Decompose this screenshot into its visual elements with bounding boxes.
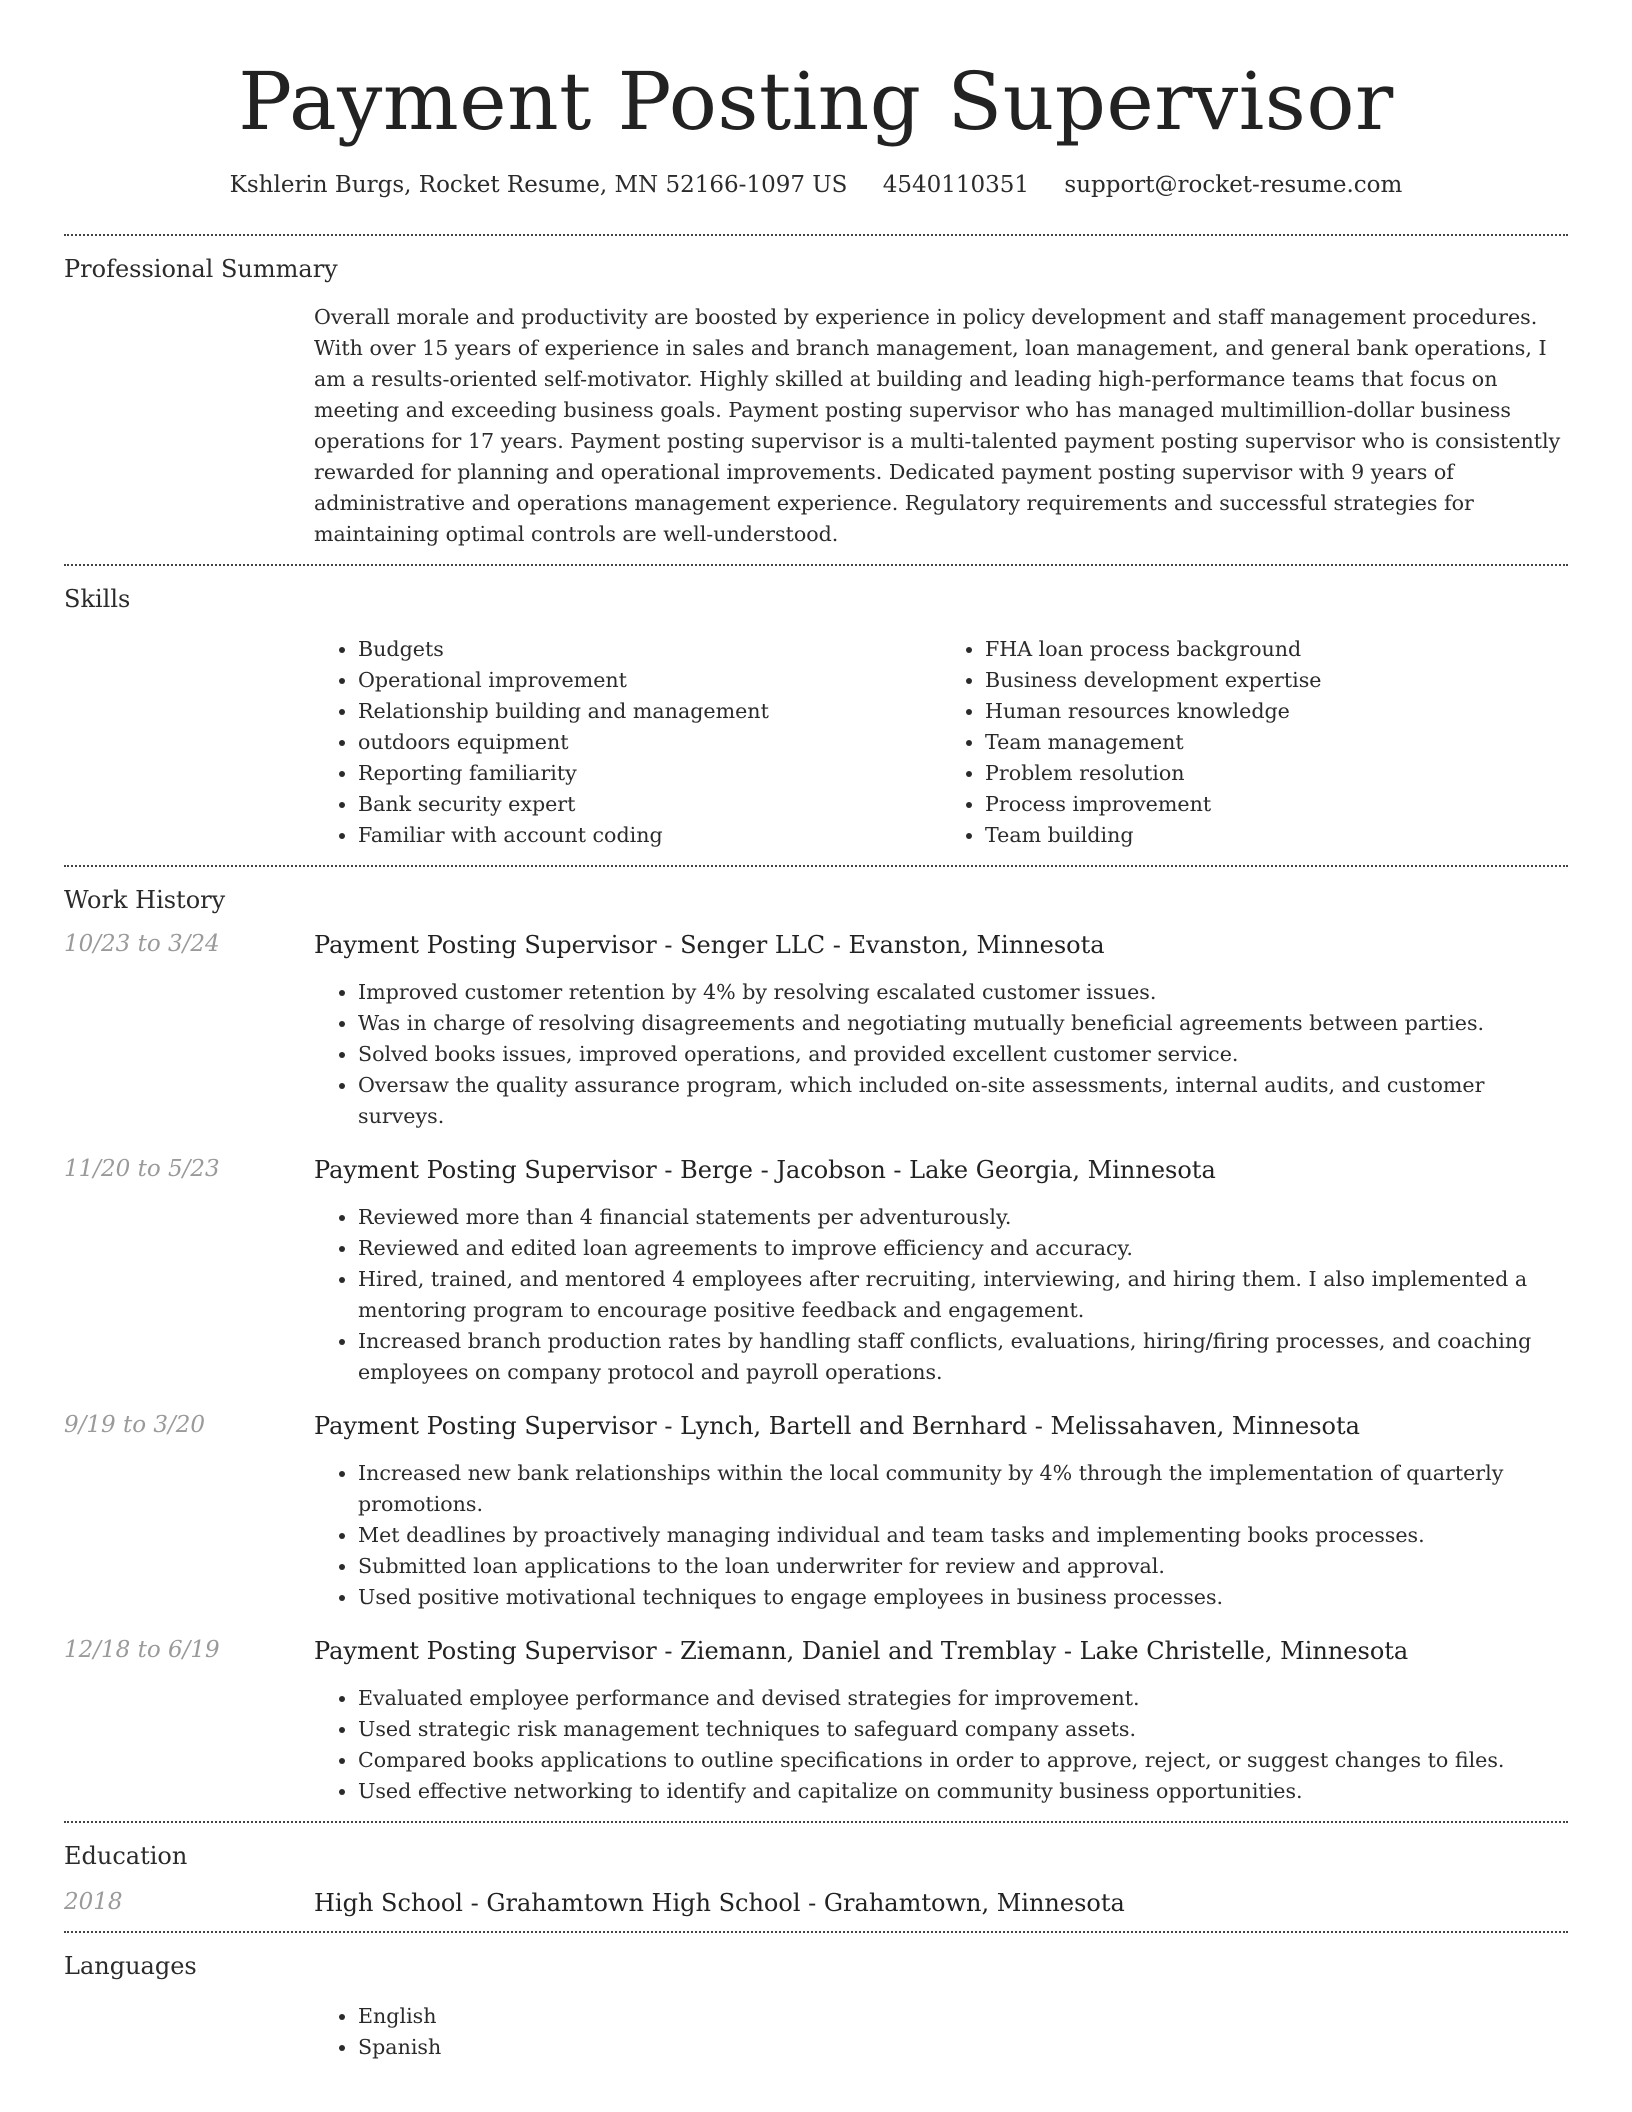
job-dates: 11/20 to 5/23 [64, 1156, 220, 1182]
job-bullet: • Hired, trained, and mentored 4 employees after recruiting, interviewing, and hiring them. I also implemented a mentoring program to encourage positive feedback and engagement. [358, 1264, 1568, 1326]
section-divider [64, 1821, 1568, 1823]
job-bullets [314, 977, 1568, 1132]
job-bullet: • Used strategic risk management techniques to safeguard company assets. [358, 1714, 1568, 1745]
job-bullet: • Oversaw the quality assurance program, which included on-site assessments, internal audits, and customer surveys. [358, 1070, 1568, 1132]
job-dates: 12/18 to 6/19 [64, 1637, 220, 1663]
job-bullet: • Evaluated employee performance and devised strategies for improvement. [358, 1683, 1568, 1714]
job-bullet: • Used positive motivational techniques to engage employees in business processes. [358, 1582, 1568, 1613]
skill-item: • Problem resolution [985, 758, 1568, 789]
summary-text: Overall morale and productivity are boosted by experience in policy development and staff management procedures. With over 15 years of experience in sales and branch management, loan management, and general bank operations, I am a results-oriented self-motivator. Highly skilled at building and leading high-performance teams that focus on meeting and exceeding business goals. Payment posting supervisor who has managed multimillion-dollar business operations for 17 years. Payment posting supervisor is a multi-talented payment posting supervisor who is consistently rewarded for planning and operational improvements. Dedicated payment posting supervisor with 9 years of administrative and operations management experience. Regulatory requirements and successful strategies for maintaining optimal controls are well-understood. [314, 305, 1561, 546]
resume-page [64, 0, 1568, 2063]
work-heading: Work History [64, 886, 226, 914]
job-dates: 9/19 to 3/20 [64, 1412, 206, 1438]
job-bullets [314, 1458, 1568, 1613]
contact-line [64, 170, 1568, 200]
languages-list [64, 2001, 1568, 2063]
job-bullets [314, 1683, 1568, 1807]
skill-item: • Budgets [358, 634, 941, 665]
skills-column-left [314, 634, 941, 851]
job-heading: Payment Posting Supervisor - Ziemann, Daniel and Tremblay - Lake Christelle, Minnesota [314, 1637, 1409, 1665]
job-heading: Payment Posting Supervisor - Berge - Jacobson - Lake Georgia, Minnesota [314, 1156, 1216, 1184]
job-bullet: • Used effective networking to identify and capitalize on community business opportunities. [358, 1776, 1568, 1807]
contact-email: support@rocket-resume.com [1064, 172, 1403, 198]
job-entry [64, 929, 1568, 1132]
job-bullet: • Reviewed and edited loan agreements to improve efficiency and accuracy. [358, 1233, 1568, 1264]
skills-column-right [941, 634, 1568, 851]
job-bullets [314, 1202, 1568, 1388]
job-entry [64, 1410, 1568, 1613]
skills-heading: Skills [64, 585, 131, 613]
job-entry [64, 1154, 1568, 1388]
job-bullet: • Submitted loan applications to the loan underwriter for review and approval. [358, 1551, 1568, 1582]
skill-item: • Process improvement [985, 789, 1568, 820]
skill-item: • outdoors equipment [358, 727, 941, 758]
language-item: • English [358, 2001, 1568, 2032]
skill-item: • Operational improvement [358, 665, 941, 696]
education-heading-text: High School - Grahamtown High School - Grahamtown, Minnesota [314, 1889, 1125, 1917]
education-heading: Education [64, 1842, 188, 1870]
summary-heading: Professional Summary [64, 255, 338, 283]
language-item: • Spanish [358, 2032, 1568, 2063]
languages-heading: Languages [64, 1952, 197, 1980]
job-bullet: • Increased new bank relationships within the local community by 4% through the implementation of quarterly promotions. [358, 1458, 1568, 1520]
job-entry [64, 1635, 1568, 1807]
skill-item: • Reporting familiarity [358, 758, 941, 789]
education-year: 2018 [64, 1889, 123, 1915]
job-bullet: • Reviewed more than 4 financial statements per adventurously. [358, 1202, 1568, 1233]
section-divider [64, 234, 1568, 236]
contact-address: Kshlerin Burgs, Rocket Resume, MN 52166-1097 US [229, 172, 848, 198]
skill-item: • FHA loan process background [985, 634, 1568, 665]
job-bullet: • Improved customer retention by 4% by resolving escalated customer issues. [358, 977, 1568, 1008]
skills-list [314, 634, 1568, 851]
skill-item: • Bank security expert [358, 789, 941, 820]
job-bullet: • Solved books issues, improved operations, and provided excellent customer service. [358, 1039, 1568, 1070]
skill-item: • Familiar with account coding [358, 820, 941, 851]
education-entry [64, 1887, 1568, 1919]
job-dates: 10/23 to 3/24 [64, 931, 220, 957]
contact-phone: 4540110351 [882, 172, 1030, 198]
resume-name: Payment Posting Supervisor [238, 55, 1394, 148]
section-divider [64, 564, 1568, 566]
job-bullet: • Was in charge of resolving disagreements and negotiating mutually beneficial agreements between parties. [358, 1008, 1568, 1039]
skill-item: • Business development expertise [985, 665, 1568, 696]
section-divider [64, 865, 1568, 867]
skill-item: • Team building [985, 820, 1568, 851]
job-heading: Payment Posting Supervisor - Lynch, Bartell and Bernhard - Melissahaven, Minnesota [314, 1412, 1360, 1440]
job-bullet: • Increased branch production rates by handling staff conflicts, evaluations, hiring/firing processes, and coaching employees on company protocol and payroll operations. [358, 1326, 1568, 1388]
skill-item: • Relationship building and management [358, 696, 941, 727]
skill-item: • Team management [985, 727, 1568, 758]
job-heading: Payment Posting Supervisor - Senger LLC - Evanston, Minnesota [314, 931, 1105, 959]
skill-item: • Human resources knowledge [985, 696, 1568, 727]
job-bullet: • Met deadlines by proactively managing individual and team tasks and implementing books processes. [358, 1520, 1568, 1551]
section-divider [64, 1931, 1568, 1933]
job-bullet: • Compared books applications to outline specifications in order to approve, reject, or suggest changes to files. [358, 1745, 1568, 1776]
